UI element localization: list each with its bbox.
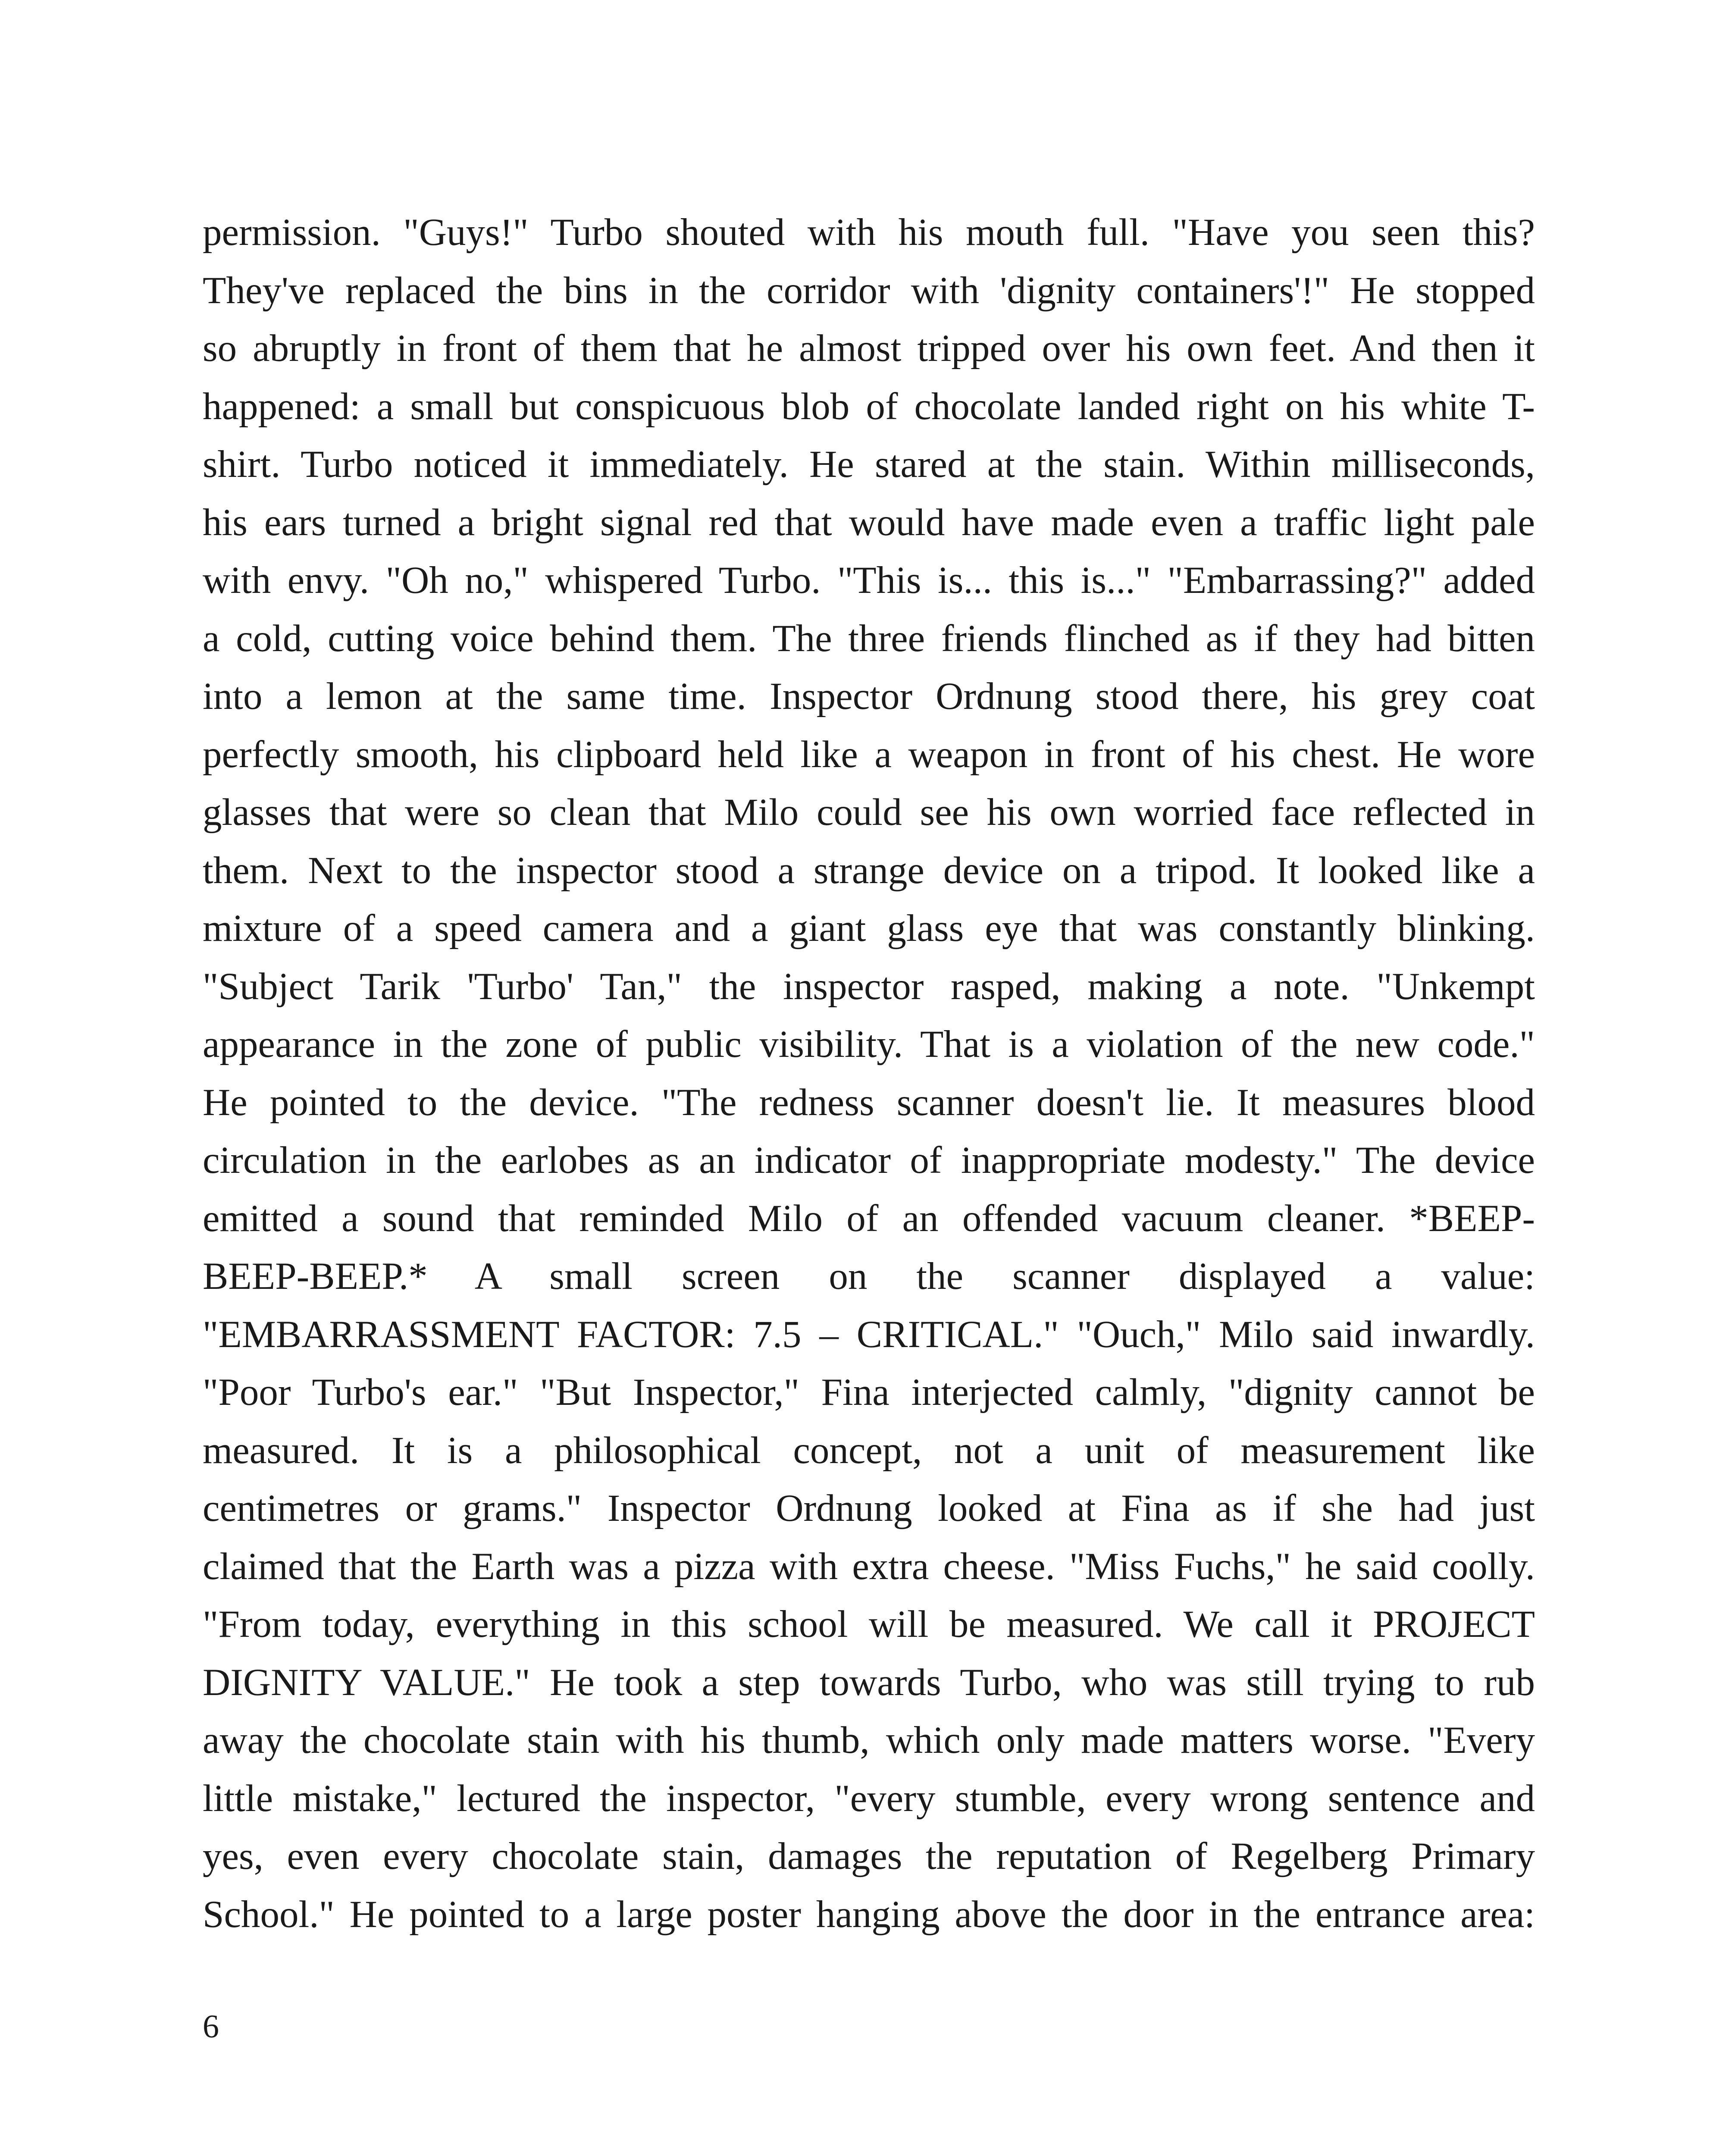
text-line: into a lemon at the same time. Inspector Ordnung stood there, his grey coat: [203, 675, 1535, 718]
text-line: DIGNITY VALUE." He took a step towards Turbo, who was still trying to rub: [203, 1661, 1535, 1704]
text-line: "EMBARRASSMENT FACTOR: 7.5 – CRITICAL." "Ouch," Milo said inwardly.: [203, 1313, 1535, 1356]
text-line: mixture of a speed camera and a giant glass eye that was constantly blinking.: [203, 907, 1535, 950]
text-line: permission. "Guys!" Turbo shouted with his mouth full. "Have you seen this?: [203, 211, 1535, 254]
text-line: a cold, cutting voice behind them. The three friends flinched as if they had bitten: [203, 617, 1535, 660]
text-line: appearance in the zone of public visibility. That is a violation of the new code.": [203, 1023, 1535, 1065]
page-number: 6: [203, 2009, 219, 2045]
text-line: happened: a small but conspicuous blob of chocolate landed right on his white T-: [203, 385, 1535, 428]
text-line: He pointed to the device. "The redness scanner doesn't lie. It measures blood: [203, 1081, 1535, 1124]
text-line: They've replaced the bins in the corridor with 'dignity containers'!" He stopped: [203, 269, 1535, 312]
text-line: his ears turned a bright signal red that would have made even a traffic light pale: [203, 501, 1535, 544]
text-line: perfectly smooth, his clipboard held like a weapon in front of his chest. He wore: [203, 733, 1535, 776]
text-line: yes, even every chocolate stain, damages the reputation of Regelberg Primary: [203, 1835, 1535, 1877]
text-line: them. Next to the inspector stood a strange device on a tripod. It looked like a: [203, 849, 1535, 892]
text-line: measured. It is a philosophical concept, not a unit of measurement like: [203, 1429, 1535, 1472]
text-line: BEEP-BEEP.* A small screen on the scanner displayed a value:: [203, 1255, 1535, 1297]
text-line: shirt. Turbo noticed it immediately. He stared at the stain. Within milliseconds,: [203, 443, 1535, 486]
text-line: with envy. "Oh no," whispered Turbo. "This is... this is..." "Embarrassing?" added: [203, 559, 1535, 602]
text-line: circulation in the earlobes as an indicator of inappropriate modesty." The device: [203, 1139, 1535, 1181]
text-line: emitted a sound that reminded Milo of an offended vacuum cleaner. *BEEP-: [203, 1197, 1535, 1240]
text-line: School." He pointed to a large poster hanging above the door in the entrance area:: [203, 1893, 1535, 1936]
text-line: claimed that the Earth was a pizza with extra cheese. "Miss Fuchs," he said coolly.: [203, 1545, 1535, 1588]
text-line: little mistake," lectured the inspector, "every stumble, every wrong sentence and: [203, 1777, 1535, 1820]
text-line: centimetres or grams." Inspector Ordnung looked at Fina as if she had just: [203, 1487, 1535, 1529]
text-line: "Poor Turbo's ear." "But Inspector," Fina interjected calmly, "dignity cannot be: [203, 1371, 1535, 1413]
text-line: "Subject Tarik 'Turbo' Tan," the inspector rasped, making a note. "Unkempt: [203, 965, 1535, 1008]
text-line: glasses that were so clean that Milo could see his own worried face reflected in: [203, 791, 1535, 834]
text-line: so abruptly in front of them that he almost tripped over his own feet. And then it: [203, 327, 1535, 370]
text-line: away the chocolate stain with his thumb, which only made matters worse. "Every: [203, 1719, 1535, 1761]
text-line: "From today, everything in this school will be measured. We call it PROJECT: [203, 1603, 1535, 1645]
body-text: [203, 204, 1535, 1943]
